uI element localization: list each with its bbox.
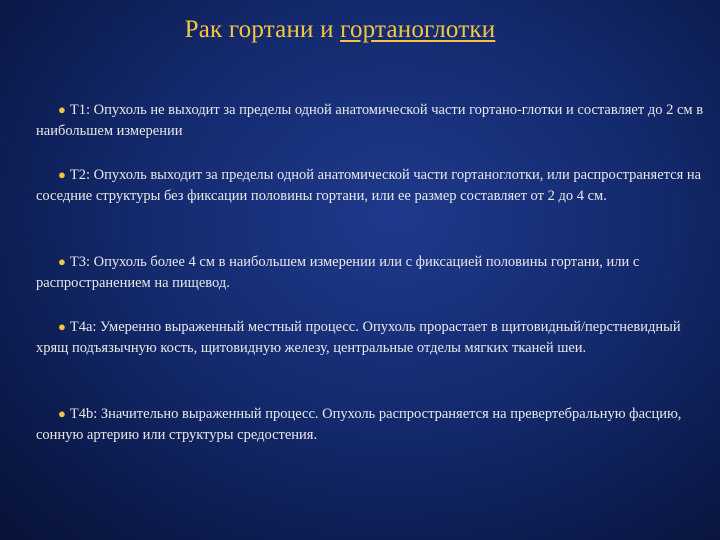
title-underlined-text: гортаноглотки — [340, 16, 496, 43]
item-text: T2: Опухоль выходит за пределы одной анатомической части гортаноглотки, или распространяется на соседние структуры без фиксации половины гортани, или ее размер составляет от 2 до 4 см. — [36, 167, 702, 204]
bullet-icon: ● — [58, 254, 66, 269]
item-text: T4b: Значительно выраженный процесс. Опухоль распространяется на превертебральную фасцию, сонную артерию или структуры средостения. — [36, 406, 682, 443]
bullet-icon: ● — [58, 102, 66, 117]
list-item-t2 — [36, 164, 706, 207]
item-text: T3: Опухоль более 4 см в наибольшем измерении или с фиксацией половины гортани, или с распространением на пищевод. — [36, 254, 640, 291]
bullet-icon: ● — [58, 406, 66, 421]
slide-title — [0, 16, 680, 44]
bullet-icon: ● — [58, 167, 66, 182]
item-text: T4a: Умеренно выраженный местный процесс. Опухоль прорастает в щитовидный/перстневидный хрящ подъязычную кость, щитовидную железу, центральные отделы мягких тканей шеи. — [36, 319, 681, 356]
list-item-t3 — [36, 251, 706, 294]
list-item-t1 — [36, 99, 706, 142]
title-text: Рак гортани и — [184, 16, 341, 43]
list-item-t4a — [36, 316, 706, 359]
item-text: T1: Опухоль не выходит за пределы одной анатомической части гортано-глотки и составляет до 2 см в наибольшем измерении — [36, 102, 704, 139]
list-item-t4b — [36, 403, 706, 446]
bullet-icon: ● — [58, 319, 66, 334]
